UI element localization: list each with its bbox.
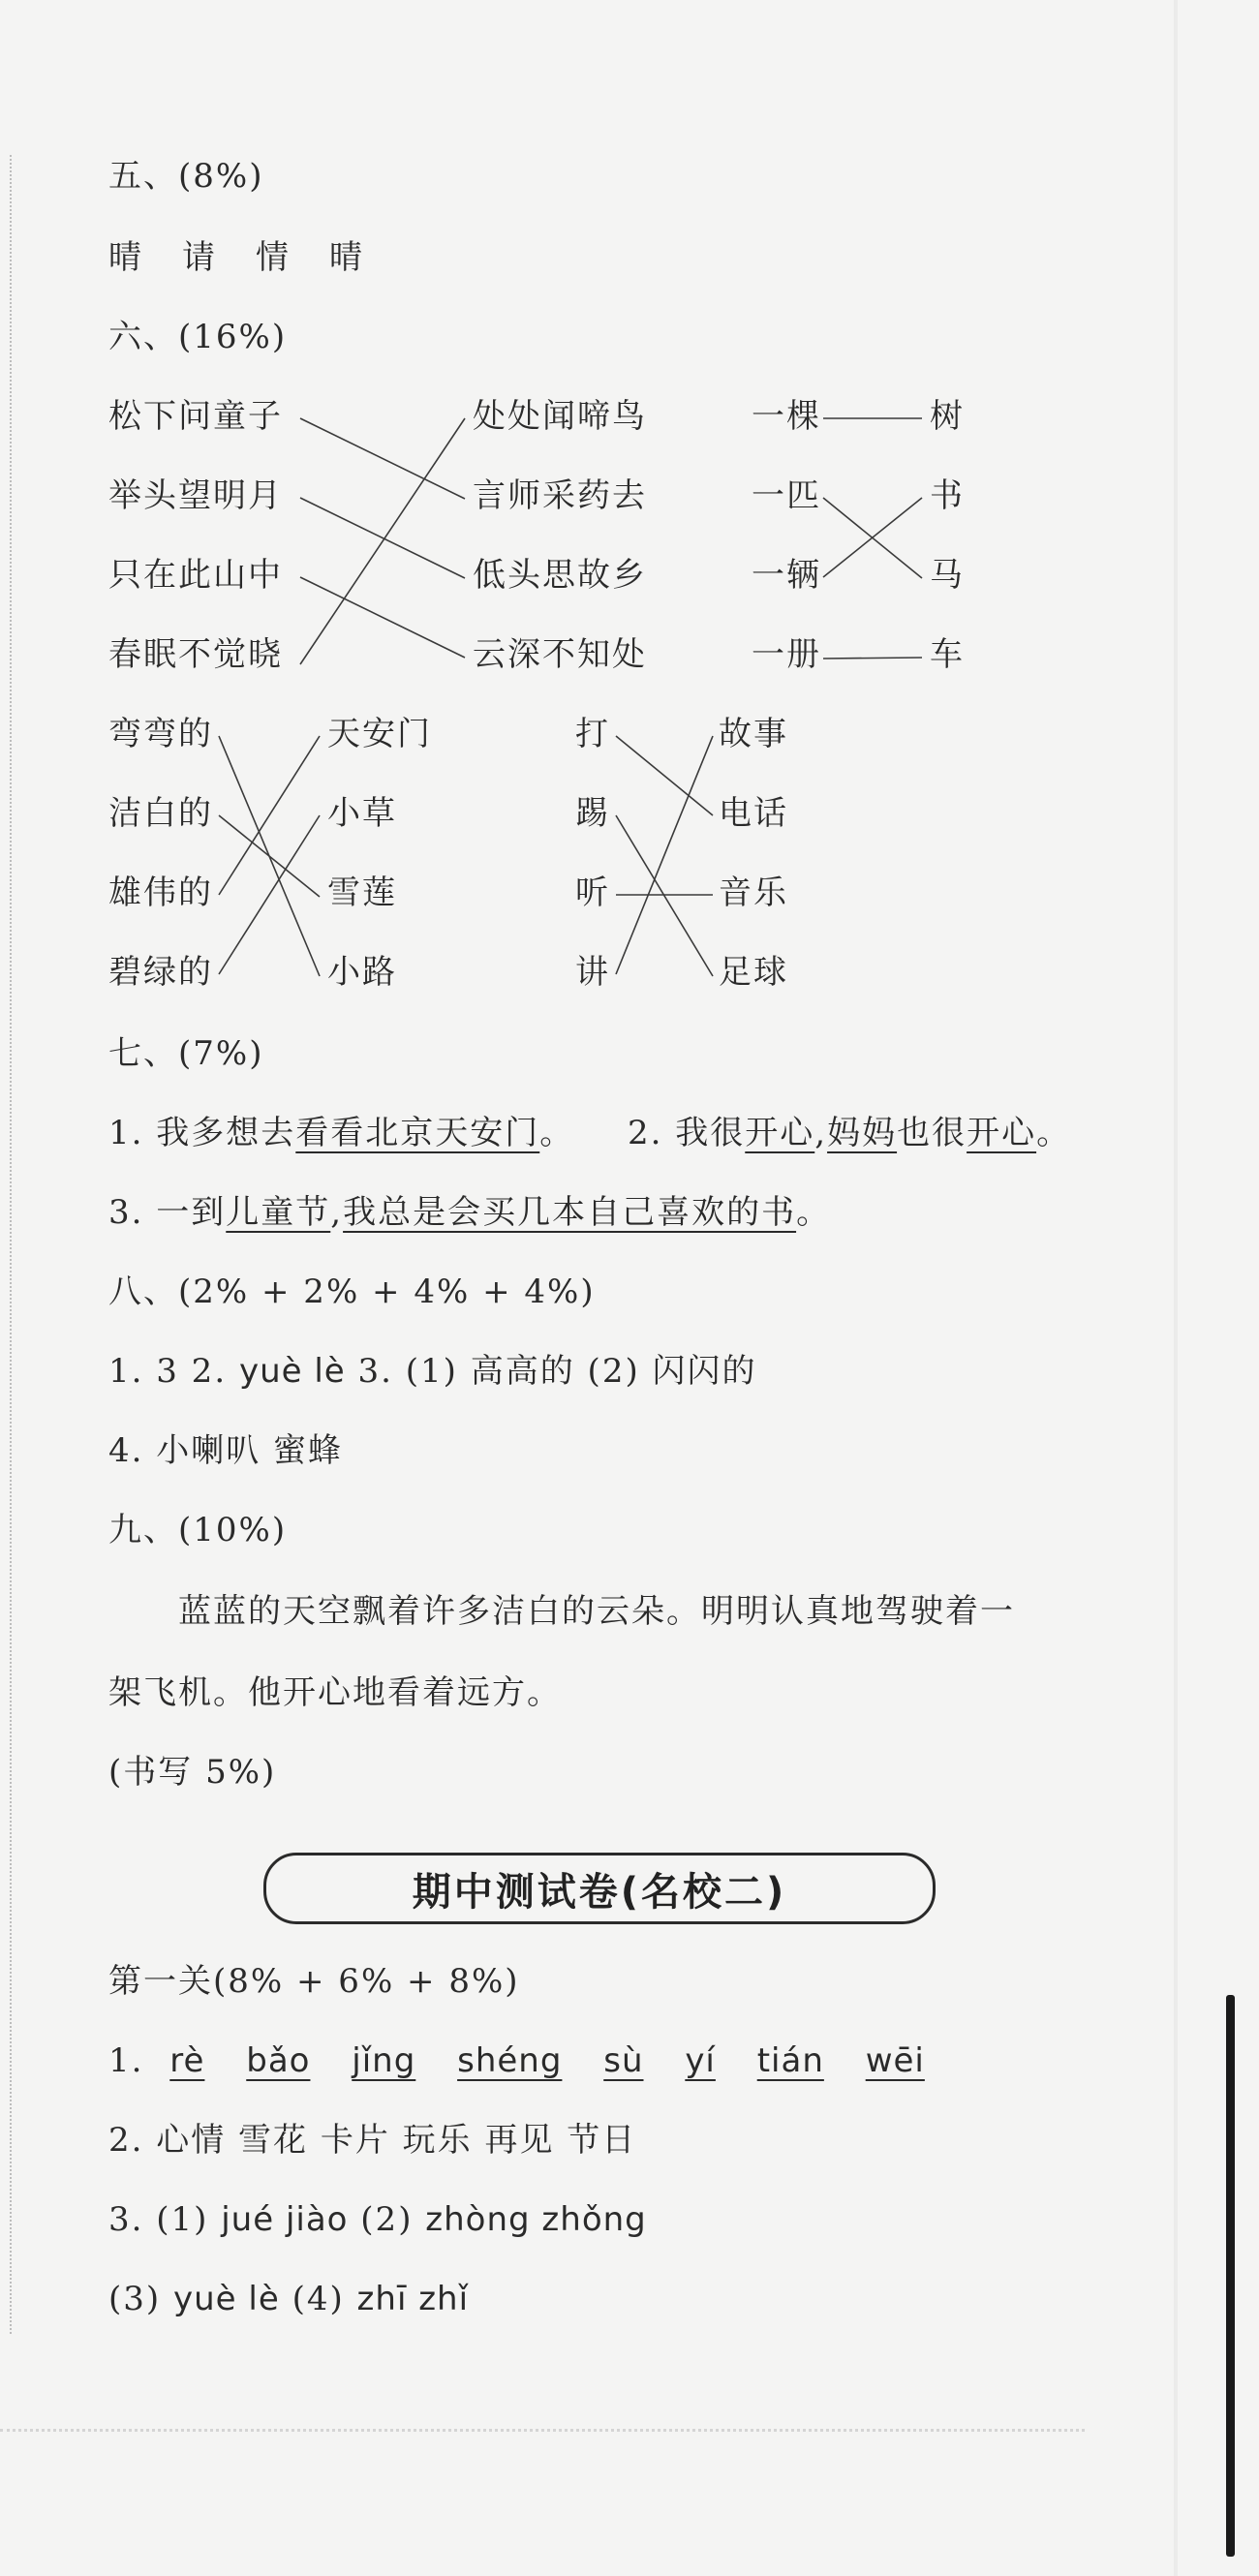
measure-left-2: 一匹 [752, 476, 821, 515]
measure-match-lines [823, 418, 922, 659]
g1-l3-pinyin-2: zhòng zhǒng [425, 2200, 647, 2239]
g1-pinyin-4: shéng [457, 2041, 563, 2080]
s9-paragraph-1: 蓝蓝的天空飘着许多洁白的云朵。明明认真地驾驶着一 [178, 1592, 1015, 1631]
poem-left-4: 春眠不觉晓 [108, 635, 283, 674]
s9-writing-note: (书写 5%) [108, 1753, 277, 1792]
adj-left-2: 洁白的 [108, 794, 213, 833]
section-9-heading: 九、(10%) [108, 1511, 288, 1549]
g1-l3-pinyin-1: jué jiào [221, 2200, 349, 2239]
measure-right-4: 车 [930, 635, 965, 674]
measure-left-4: 一册 [752, 635, 821, 674]
poem-match-lines [300, 418, 465, 664]
s7-l3-underlined-2: 我总是会买几本自己喜欢的书 [343, 1193, 797, 1232]
poem-right-3: 低头思故乡 [473, 556, 647, 595]
adj-right-4: 小路 [327, 953, 397, 992]
verb-right-3: 音乐 [719, 874, 788, 912]
s8-l1-a: 1. 3 2. [108, 1352, 228, 1391]
s8-l1-c: 3. (1) 高高的 (2) 闪闪的 [357, 1352, 757, 1391]
adj-left-3: 雄伟的 [108, 874, 213, 912]
s7-l2-a: 我很 [675, 1114, 746, 1152]
poem-right-1: 处处闻啼鸟 [473, 397, 647, 436]
s7-l2-underlined-1: 开心 [745, 1114, 815, 1152]
s7-line-3 [108, 1193, 831, 1232]
s7-l3-e: 。 [796, 1193, 832, 1232]
s7-l1-c: 。 [539, 1114, 575, 1152]
s7-l1-num: 1. [108, 1114, 144, 1152]
g1-l1-num: 1. [108, 2041, 144, 2080]
verb-left-4: 讲 [575, 953, 610, 992]
poem-left-1: 松下问童子 [108, 397, 283, 436]
g1-pinyin-5: sù [603, 2041, 644, 2080]
g1-l4-c: (4) [292, 2280, 345, 2318]
g1-pinyin-1: rè [169, 2041, 205, 2080]
page-edge-bar [1226, 1995, 1235, 2557]
g1-l3-c: (2) [360, 2200, 414, 2239]
adj-right-1: 天安门 [327, 715, 432, 753]
poem-right-4: 云深不知处 [473, 635, 647, 674]
s5-char-1: 晴 [108, 238, 143, 277]
s7-l1-a: 我多想去 [156, 1114, 296, 1152]
s7-l3-a: 一到 [156, 1193, 227, 1232]
poem-right-2: 言师采药去 [473, 476, 647, 515]
g1-pinyin-2: bǎo [246, 2041, 311, 2080]
verb-right-2: 电话 [719, 794, 788, 833]
poem-left-3: 只在此山中 [108, 556, 283, 595]
adj-left-1: 弯弯的 [108, 715, 213, 753]
g1-line-2: 2. 心情 雪花 卡片 玩乐 再见 节日 [108, 2121, 637, 2160]
g1-pinyin-8: wēi [865, 2041, 925, 2080]
s5-char-2: 请 [182, 238, 217, 277]
s7-line-1 [108, 1114, 574, 1152]
verb-right-1: 故事 [719, 715, 788, 753]
adj-right-2: 小草 [327, 794, 397, 833]
g1-line-3 [108, 2200, 647, 2239]
verb-left-3: 听 [575, 874, 610, 912]
section-7-heading: 七、(7%) [108, 1034, 264, 1073]
poem-left-2: 举头望明月 [108, 476, 283, 515]
adj-match-lines [219, 736, 320, 976]
s9-paragraph-2: 架飞机。他开心地看着远方。 [108, 1673, 562, 1712]
bottom-dotted-line [0, 2429, 1085, 2432]
s7-l3-num: 3. [108, 1193, 144, 1232]
verb-match-lines [616, 736, 713, 976]
s7-l3-underlined-1: 儿童节 [226, 1193, 331, 1232]
measure-left-3: 一辆 [752, 556, 821, 595]
measure-left-1: 一棵 [752, 397, 821, 436]
g1-l4-a: (3) [108, 2280, 162, 2318]
matching-lines [0, 0, 1259, 1065]
s5-char-4: 晴 [329, 238, 364, 277]
s7-l3-c: , [330, 1193, 344, 1232]
measure-right-1: 树 [930, 397, 965, 436]
g1-pinyin-7: tián [756, 2041, 824, 2080]
g1-line-4 [108, 2280, 469, 2318]
g1-pinyin-3: jǐng [352, 2041, 416, 2080]
s7-l2-num: 2. [628, 1114, 663, 1152]
measure-right-3: 马 [930, 556, 965, 595]
s7-l2-underlined-2: 妈妈 [827, 1114, 898, 1152]
adj-left-4: 碧绿的 [108, 953, 213, 992]
g1-l4-pinyin-1: yuè lè [172, 2280, 280, 2318]
verb-left-1: 打 [575, 715, 610, 753]
verb-right-4: 足球 [719, 953, 788, 992]
section-5-heading: 五、(8%) [108, 157, 264, 196]
g1-pinyin-6: yí [685, 2041, 716, 2080]
s8-line-2: 4. 小喇叭 蜜蜂 [108, 1431, 344, 1470]
exam-title: 期中测试卷(名校二) [412, 1869, 787, 1915]
g1-line-1 [108, 2041, 925, 2080]
s7-line-2 [628, 1114, 1071, 1152]
s8-l1-pinyin: yuè lè [238, 1352, 346, 1391]
s7-l2-c: , [814, 1114, 828, 1152]
section-6-heading: 六、(16%) [108, 318, 288, 356]
section-8-heading: 八、(2% + 2% + 4% + 4%) [108, 1273, 596, 1311]
measure-right-2: 书 [930, 476, 965, 515]
g1-l4-pinyin-2: zhī zhǐ [356, 2280, 470, 2318]
s7-l2-g: 。 [1036, 1114, 1072, 1152]
g1-heading: 第一关(8% + 6% + 8%) [108, 1962, 520, 2001]
exam-title-box [263, 1853, 936, 1924]
s7-l2-underlined-3: 开心 [967, 1114, 1037, 1152]
s5-char-3: 情 [256, 238, 291, 277]
adj-right-3: 雪莲 [327, 874, 397, 912]
verb-left-2: 踢 [575, 794, 610, 833]
s8-line-1 [108, 1352, 757, 1391]
s7-l2-e: 也很 [897, 1114, 967, 1152]
g1-l3-a: 3. (1) [108, 2200, 209, 2239]
s7-l1-underlined: 看看北京天安门 [295, 1114, 540, 1152]
